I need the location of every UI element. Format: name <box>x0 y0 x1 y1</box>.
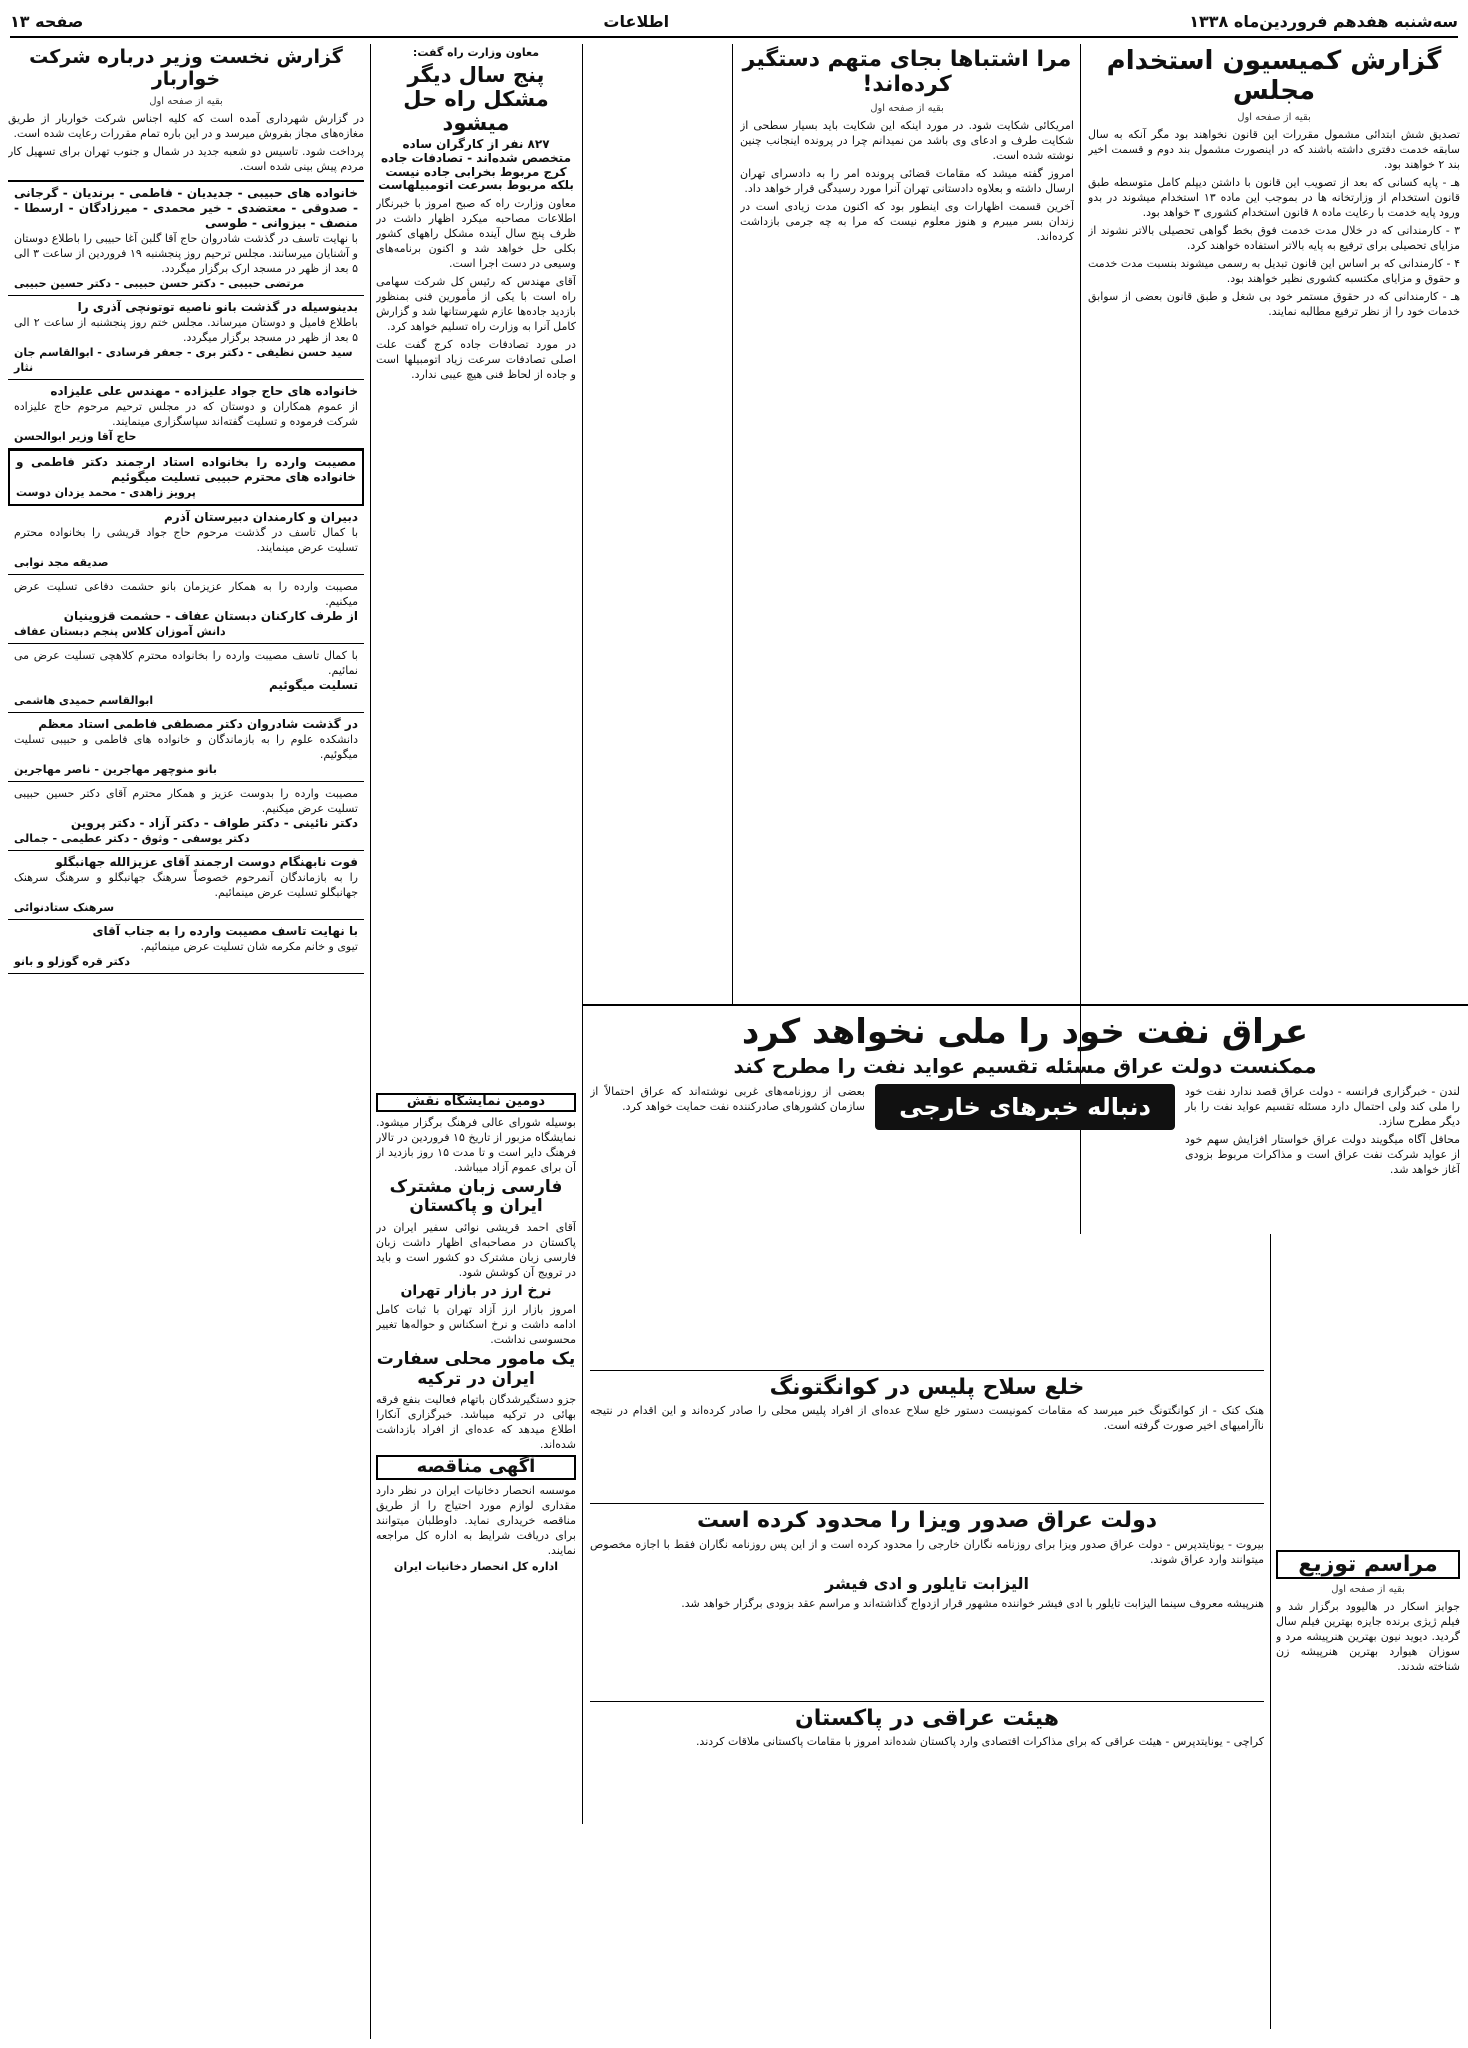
condolence-notice <box>8 713 364 782</box>
article-headline: فارسی زبان مشترک ایران و پاکستان <box>389 1176 563 1217</box>
notice-title: خانواده های حبیبی - جدیدیان - فاطمی - برندیان - گرجانی - صدوقی - معتضدی - خیر محمدی - میرزادگان - ارسطا - منصف - بیزوانی - طوسی <box>14 185 358 230</box>
continued-note: بقیه از صفحه اول <box>870 102 944 114</box>
condolence-notice <box>8 296 364 380</box>
article-headline: هیئت عراقی در پاکستان <box>590 1701 1264 1731</box>
iraq-text-column <box>1185 1084 1460 1180</box>
condolence-notice <box>8 182 364 296</box>
article-subtitle: ممکنست دولت عراق مسئله تقسیم عواید نفت را مطرح کند <box>733 1054 1317 1079</box>
paragraph: امروز بازار ارز آزاد تهران با ثبات کامل ادامه داشت و نرخ اسکناس و حواله‌ها تغییر محسوسی نداشت. <box>376 1303 576 1347</box>
notice-text: تیوی و خانم مکرمه شان تسلیت عرض مینمائیم. <box>140 939 358 953</box>
paragraph: معاون وزارت راه که صبح امروز با خبرنگار اطلاعات مصاحبه میکرد اظهار داشت در ظرف پنج سال آینده مشکل راههای کشور بکلی حل خواهد شد و اکنون برنامه‌های وسیعی در دست اجرا است. <box>376 197 576 271</box>
column-rule <box>370 44 371 2039</box>
article-headline: یک مامور محلی سفارت ایران در ترکیه <box>376 1349 576 1389</box>
paragraph: بوسیله شورای عالی فرهنگ برگزار میشود. نمایشگاه مزبور از تاریخ ۱۵ فروردین در تالار فرهنگ دایر است و تا مدت ۱۵ روز بازدید از آن برای عموم آزاد میباشد. <box>376 1115 576 1174</box>
paragraph: موسسه انحصار دخانیات ایران در نظر دارد مقداری لوازم مورد احتیاج را از طریق مناقصه خریداری نماید. داوطلبان میتوانند برای دریافت شرایط به اداره کل مراجعه نمایند. <box>376 1483 576 1557</box>
notice-names: دانش آموزان کلاس پنجم دبستان عفاف <box>14 624 226 638</box>
notice-names: مرتضی حبیبی - دکتر حسن حبیبی - دکتر حسین حبیبی <box>14 276 305 290</box>
notice-names: حاج آقا وزیر ابوالحسن <box>14 429 137 443</box>
notice-title: فوت نابهنگام دوست ارجمند آقای عزیزالله جهانبگلو <box>55 854 358 869</box>
paragraph: محافل آگاه میگویند دولت عراق خواستار افزایش سهم خود از عواید شرکت نفت عراق است و مذاکرات مربوط بزودی آغاز خواهد شد. <box>1185 1133 1460 1177</box>
paragraph: در گزارش شهرداری آمده است که کلیه اجناس شرکت خواربار از طریق مغازه‌های مجاز بفروش میرسد و در این باره تمام مقررات رعایت شده است. <box>8 111 364 140</box>
paragraph: جزو دستگیرشدگان باتهام فعالیت بنفع فرقه بهائی در ترکیه میباشد. خبرگزاری آنکارا اطلاع میدهد که عده‌ای از افراد بازداشت شده‌اند. <box>376 1393 576 1452</box>
condolence-notice <box>8 506 364 575</box>
condolence-notice <box>8 644 364 713</box>
notice-title: در گذشت شادروان دکتر مصطفی فاطمی استاد معظم <box>38 716 358 731</box>
date-line: سه‌شنبه هفدهم فروردین‌ماه ۱۳۳۸ <box>1189 11 1458 31</box>
condolence-notice <box>8 920 364 974</box>
paper-name: اطلاعات <box>603 11 670 31</box>
notice-names: پرویز زاهدی - محمد یزدان دوست <box>16 485 196 499</box>
paragraph: پرداخت شود. تاسیس دو شعبه جدید در شمال و جنوب تهران برای تسهیل کار مردم پیش بینی شده است. <box>8 144 364 173</box>
paragraph: ۳ - کارمندانی که در خلال مدت خدمت فوق بخط گواهی تحصیلی بالاتر نشوند از مزایای تحصیلی برای ترفیع به پایه بالاتر استفاده خواهند کرد. <box>1088 223 1460 252</box>
article-awards <box>1276 1240 1460 2030</box>
notice-text: با نهایت تاسف در گذشت شادروان حاج آقا گلبن آغا حبیبی را باطلاع دوستان و آشنایان میرسانند. مجلس ترحیم روز پنجشنبه ۱۹ فروردین از ساعت ۳ الی ۵ بعد از ظهر در مسجد ارک برگزار میگردد. <box>14 231 358 275</box>
article-roads <box>376 44 576 1194</box>
paragraph: در مورد تصادفات جاده کرج گفت علت اصلی تصادفات سرعت زیاد اتومبیلها است و جاده از لحاظ فنی هیچ عیبی ندارد. <box>376 338 576 382</box>
condolence-list <box>8 180 364 974</box>
continued-note: بقیه از صفحه اول <box>1331 1584 1405 1596</box>
notice-names: بانو منوچهر مهاجرین - ناصر مهاجرین <box>14 762 217 776</box>
left-column <box>8 44 364 2039</box>
condolence-notice <box>8 851 364 920</box>
condolence-notice <box>8 449 364 506</box>
article-kicker: معاون وزارت راه گفت: <box>412 46 540 59</box>
article-headline: الیزابت تایلور و ادی فیشر <box>824 1573 1030 1593</box>
paragraph: امروز گفته میشد که مقامات قضائی پرونده امر را به دادسرای تهران ارسال داشته و بعلاوه دادستانی تهران آنرا مورد رسیدگی قرار خواهد داد. <box>740 166 1074 195</box>
condolence-notice <box>8 575 364 644</box>
notice-text: با کمال تاسف مصیبت وارده را بخانواده محترم کلاهچی تسلیت عرض می نمائیم. <box>14 648 358 677</box>
notice-names: دکتر قره گوزلو و بانو <box>14 954 131 968</box>
notice-title: از طرف کارکنان دبستان عفاف - حشمت قزوینیان <box>63 608 358 623</box>
notice-title: تسلیت میگوئیم <box>268 677 358 692</box>
paragraph: آخرین قسمت اظهارات وی اینطور بود که اکنون مدت زیادی است در زندان بسر میبرم و هنوز معلوم نیست که مرا به چه جرمی بازداشت کرده‌اند. <box>740 199 1074 243</box>
foreign-news-badge: دنباله خبرهای خارجی <box>875 1084 1175 1130</box>
paragraph: ۴ - کارمندانی که بر اساس این قانون تبدیل به رسمی میشوند بنسبت مدت خدمت و حقوق و مزایای مکتسبه کشوری نظیر خواهند بود. <box>1088 256 1460 285</box>
article-headline: نرخ ارز در بازار تهران <box>400 1283 552 1300</box>
article-headline: مراسم توزیع <box>1276 1550 1460 1579</box>
paragraph: بیروت - یونایتدپرس - دولت عراق صدور ویزا برای روزنامه نگاران خارجی را محدود کرده است و از این پس روزنامه نگاران فقط با اجازه مخصوص میتوانند وارد عراق شوند. <box>590 1537 1264 1566</box>
article-iraq-oil <box>590 1010 1460 1232</box>
paragraph: جوایز اسکار در هالیوود برگزار شد و فیلم ژیژی برنده جایزه بهترین فیلم سال گردید. دیوید نیون بهترین هنرپیشه مرد و سوزان هیوارد بهترین هنرپیشه زن شناخته شدند. <box>1276 1600 1460 1674</box>
tender-signature: اداره کل انحصار دخانیات ایران <box>393 1559 559 1573</box>
paragraph: هنک کنک - از کوانگتونگ خبر میرسد که مقامات کمونیست دستور خلع سلاح عده‌ای از افراد پلیس محلی را صادر کرده‌اند و این اقدام در نتیجه ناآرامیهای اخیر صورت گرفته است. <box>590 1404 1264 1433</box>
paragraph: لندن - خبرگزاری فرانسه - دولت عراق قصد ندارد نفت خود را ملی کند ولی احتمال دارد مسئله تقسیم عواید نفت را بار دیگر مطرح سازد. <box>1185 1085 1460 1129</box>
tender-headline: آگهی مناقصه <box>376 1455 576 1480</box>
notice-names: دکتر یوسفی - وثوق - دکتر عطیمی - جمالی <box>14 831 250 845</box>
notice-text: مصیبت وارده را به همکار عزیزمان بانو حشمت دفاعی تسلیت عرض میکنیم. <box>14 579 358 608</box>
paragraph: بعضی از روزنامه‌های غربی نوشته‌اند که عراق احتمالاً از سازمان کشورهای صادرکننده نفت حمایت خواهد کرد. <box>590 1085 865 1114</box>
notice-title: مصیبت وارده را بخانواده استاد ارجمند دکتر فاطمی و خانواده های محترم حبیبی تسلیت میگوئیم <box>16 454 356 484</box>
notice-title: با نهایت تاسف مصیبت وارده را به جناب آقای <box>92 923 358 938</box>
page-header <box>10 6 1458 38</box>
condolence-notice <box>8 380 364 449</box>
article-headline: مرا اشتباها بجای متهم دستگیر کرده‌اند! <box>742 47 1072 98</box>
condolence-notice <box>8 782 364 851</box>
iraq-text-column <box>590 1084 865 1180</box>
column-rule <box>732 44 733 1004</box>
column-rule <box>1270 1234 1271 2029</box>
article-headline: گزارش نخست وزیر درباره شرکت خواربار <box>29 46 343 90</box>
notice-names: سرهنک ستادنوائی <box>14 900 115 914</box>
paragraph: تصدیق شش ابتدائی مشمول مقررات این قانون نخواهند بود مگر آنکه به سال سابقه خدمت دفتری داشته باشند که در اینصورت مشمول بند دوم و قسمت اخیر بند ۲ خواهند بود. <box>1088 127 1460 171</box>
continued-note: بقیه از صفحه اول <box>1237 111 1311 123</box>
notice-text: با کمال تاسف در گذشت مرحوم حاج جواد قریشی را بخانواده محترم تسلیت عرض مینمایند. <box>14 525 358 554</box>
notice-title: دبیران و کارمندان دبیرستان آذرم <box>163 509 358 524</box>
column-rule <box>582 44 583 1824</box>
paragraph: هنرپیشه معروف سینما الیزابت تایلور با ادی فیشر خواننده مشهور قرار ازدواج گذاشته‌اند و مراسم عقد بزودی برگزار خواهد شد. <box>681 1596 1264 1610</box>
notice-text: را به بازماندگان آنمرحوم خصوصاً سرهنگ جهانبگلو و سرهنگ سرهنک جهانبگلو تسلیت عرض مینمائیم. <box>14 870 358 899</box>
notice-text: دانشکده علوم را به بازماندگان و خانواده های فاطمی و حبیبی تسلیت میگوئیم. <box>14 732 358 761</box>
article-headline: عراق نفت خود را ملی نخواهد کرد <box>741 1012 1309 1052</box>
notice-text: از عموم همکاران و دوستان که در مجلس ترحیم مرحوم حاج علیزاده شرکت فرموده و تسلیت گفته‌اند سپاسگزاری مینمایند. <box>14 399 358 428</box>
article-mistaken-arrest <box>740 44 1074 1000</box>
paragraph: کراچی - یونایتدپرس - هیئت عراقی که برای مذاکرات اقتصادی وارد پاکستان شده‌اند امروز با مقامات پاکستانی ملاقات کردند. <box>695 1735 1264 1749</box>
notice-names: سید حسن نظیفی - دکتر بری - جعفر فرسادی - ابوالقاسم جان نثار <box>14 345 353 374</box>
article-headline: گزارش کمیسیون استخدام مجلس <box>1106 46 1442 106</box>
notice-title: بدینوسیله در گذشت بانو ناصیه توتونچی آذری را <box>77 299 358 314</box>
notice-text: مصیبت وارده را بدوست عزیز و همکار محترم آقای دکتر حسین حبیبی تسلیت عرض میکنیم. <box>14 786 358 815</box>
article-headline: خلع سلاح پلیس در کوانگتونگ <box>590 1370 1264 1400</box>
mid-stories <box>376 1090 576 2040</box>
article-subtitle: ۸۲۷ نفر از کارگران ساده متخصص شده‌اند - تصادفات جاده کرج مربوط بخرابی جاده نیست بلکه مربوط بسرعت اتومبیلهاست <box>378 137 574 193</box>
paragraph: آقای احمد قریشی نوائی سفیر ایران در پاکستان در مصاحبه‌ای اظهار داشت زبان فارسی زبان مشترک دو کشور است و باید در ترویج آن کوشش شود. <box>376 1221 576 1280</box>
notice-text: باطلاع فامیل و دوستان میرساند. مجلس ختم روز پنجشنبه از ساعت ۲ الی ۵ بعد از ظهر در مسجد برگزار میگردد. <box>14 315 358 344</box>
page-label: صفحه ۱۳ <box>10 11 84 31</box>
paragraph: هـ - پایه کسانی که بعد از تصویب این قانون با داشتن دیپلم کامل متوسطه طبق قانون استخدام از وزارتخانه ها در بموجب این ماده ۱۳ استخدام میشوند در بدو ورود پایه خدمت با رعایت ماده ۸ قانون استخدام کشوری ۳ خواهد بود. <box>1088 175 1460 219</box>
paragraph: هـ - کارمندانی که در حقوق مستمر خود بی شغل و طبق قانون بعضی از سوابق خدمات خود را از نظر ترفیع مطالبه نمایند. <box>1088 289 1460 318</box>
continued-note: بقیه از صفحه اول <box>149 95 223 107</box>
article-headline: دولت عراق صدور ویزا را محدود کرده است <box>590 1503 1264 1533</box>
notice-names: صدیقه مجد نوابی <box>14 555 109 569</box>
notice-title: دکتر نائینی - دکتر طواف - دکتر آزاد - دکتر پروین <box>70 815 358 830</box>
notice-names: ابوالقاسم حمیدی هاشمی <box>14 693 154 707</box>
paragraph: امریکائی شکایت شود. در مورد اینکه این شکایت باید بسیار سطحی از شکایت طرف و ادعای وی باشد من نمیدانم چرا در پرونده اینجانب چنین نوشته شده است. <box>740 118 1074 162</box>
paragraph: آقای مهندس که رئیس کل شرکت سهامی راه است با یکی از مأمورین فنی بمنظور بازدید جاده‌ها عازم شهرستانها شد و گزارش کامل آنرا به وزارت راه تسلیم خواهد کرد. <box>376 275 576 334</box>
article-headline: پنج سال دیگر مشکل راه حل میشود <box>403 62 549 135</box>
notice-title: خانواده های حاج جواد علیزاده - مهندس علی علیزاده <box>50 383 358 398</box>
article-headline: دومین نمایشگاه نقش <box>376 1093 576 1112</box>
lower-middle-stories <box>590 1240 1264 2030</box>
